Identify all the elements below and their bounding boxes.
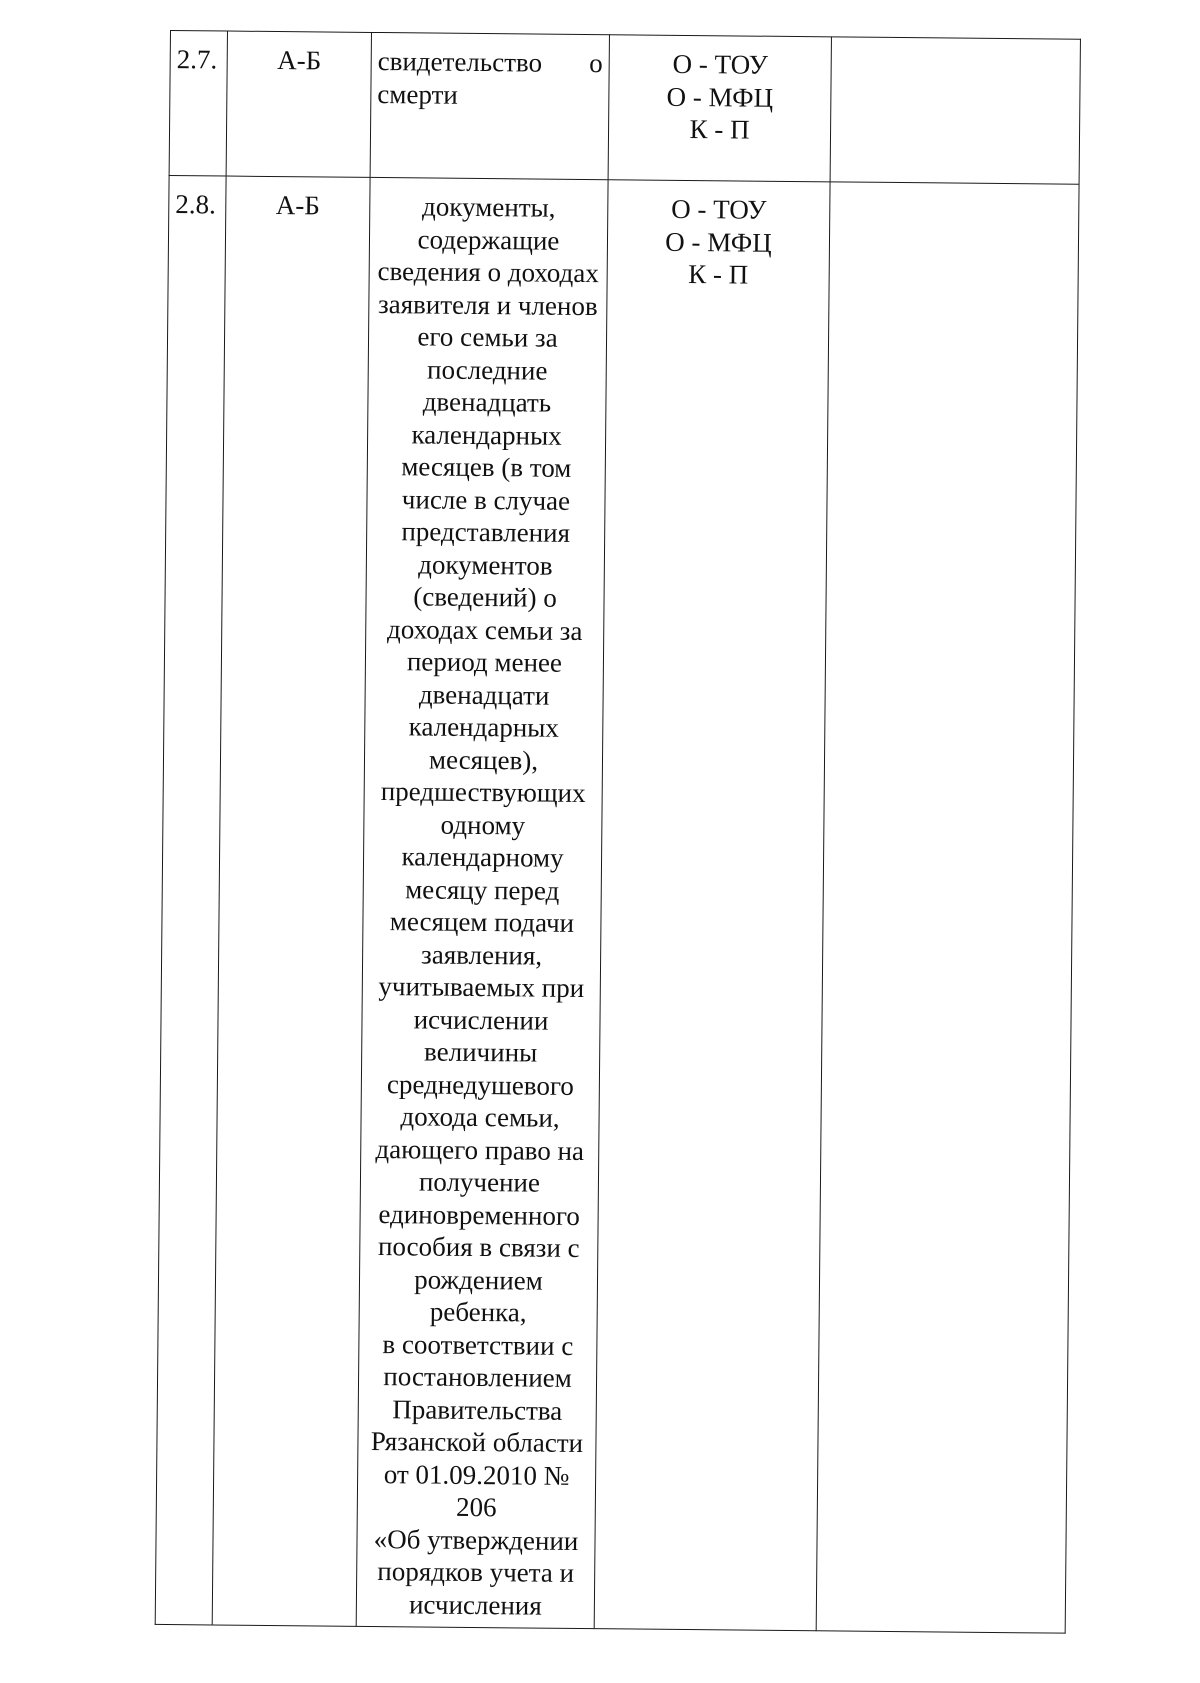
org-line: К - П: [688, 258, 749, 290]
document-line: в соответствии с: [382, 1328, 574, 1361]
document-line: содержащие: [417, 223, 560, 256]
org-line: О - МФЦ: [665, 226, 772, 258]
document-line: месяцу перед: [405, 873, 560, 906]
document-line: единовременного: [378, 1198, 580, 1231]
document-line: доходах семьи за: [386, 613, 583, 646]
document-line: последние: [426, 353, 548, 386]
document-line: заявления,: [420, 938, 543, 971]
document-line: документы,: [422, 191, 556, 223]
row-code: А-Б: [226, 31, 371, 177]
document-name-cell: [356, 177, 608, 1628]
org-line: О - МФЦ: [666, 81, 774, 113]
organization-cell: [608, 35, 831, 182]
document-line: Рязанской области: [370, 1425, 584, 1459]
table-row-2-8: [155, 175, 1079, 1633]
org-line: К - П: [689, 113, 750, 145]
organization-cell: [594, 180, 830, 1631]
document-line: месяцев),: [428, 744, 539, 776]
document-line: двенадцать: [422, 386, 552, 418]
document-line: исчисления: [408, 1588, 542, 1621]
note-cell: [830, 37, 1080, 184]
org-line: О - ТОУ: [672, 48, 768, 80]
row-number: 2.8.: [155, 175, 226, 1624]
document-line: календарных: [411, 418, 562, 451]
document-line: период менее: [406, 646, 563, 678]
document-line: исчислении: [413, 1003, 549, 1036]
document-line: календарному: [401, 841, 564, 873]
document-line: месяцев (в том: [401, 451, 572, 483]
document-line: его семьи за: [417, 321, 558, 353]
document-line: (сведений) о: [413, 581, 557, 613]
document-line: свидетельство о: [377, 45, 603, 79]
document-line: постановлением: [383, 1361, 572, 1393]
document-line: дохода семьи,: [400, 1101, 560, 1133]
documents-table: [155, 30, 1081, 1634]
document-line: числе в случае: [401, 483, 571, 516]
document-line: учитываемых при: [378, 971, 585, 1004]
document-line: представления: [401, 516, 571, 548]
document-line: смерти: [377, 78, 458, 110]
document-line: порядков учета и: [377, 1556, 575, 1588]
row-code: А-Б: [212, 176, 370, 1626]
note-cell: [816, 182, 1079, 1633]
document-line: двенадцати: [418, 678, 550, 711]
document-line: рождением ребенка,: [414, 1263, 543, 1328]
document-line: от 01.09.2010 № 206: [383, 1458, 570, 1523]
document-line: дающего право на: [375, 1133, 585, 1166]
document-line: заявителя и членов: [377, 288, 598, 321]
document-line: одному: [440, 809, 526, 840]
document-line: «Об утверждении: [373, 1523, 579, 1556]
document-name-cell: [370, 32, 609, 179]
org-line: О - ТОУ: [671, 193, 767, 225]
document-line: пособия в связи с: [377, 1231, 580, 1263]
document-line: календарных: [408, 711, 560, 743]
document-line: сведения о доходах: [377, 256, 599, 289]
table-row-2-7: [169, 31, 1080, 185]
document-line: Правительства: [392, 1393, 563, 1426]
document-line: документов: [418, 548, 553, 581]
document-line: получение: [418, 1166, 541, 1198]
document-line: предшествующих: [380, 776, 586, 809]
document-line: величины: [423, 1036, 538, 1068]
row-number: 2.7.: [169, 31, 227, 177]
document-line: месяцем подачи: [389, 906, 575, 938]
document-line: среднедушевого: [386, 1068, 574, 1101]
